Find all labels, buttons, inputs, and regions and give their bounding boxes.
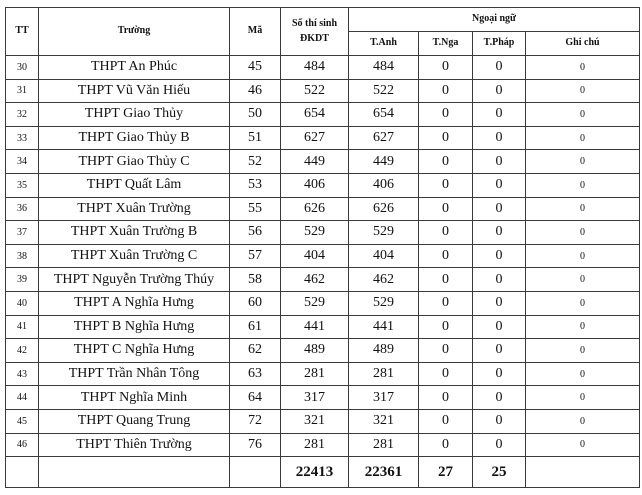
registered-count: 449 [281, 150, 349, 174]
registered-count: 529 [281, 291, 349, 315]
row-number: 35 [6, 173, 39, 197]
school-code: 58 [230, 268, 281, 292]
school-code: 60 [230, 291, 281, 315]
totals-school [39, 457, 230, 488]
header-foreign-language: Ngoại ngữ [349, 8, 640, 32]
french-count: 0 [473, 150, 526, 174]
school-name: THPT Giao Thủy C [39, 150, 230, 174]
english-count: 404 [349, 244, 419, 268]
french-count: 0 [473, 433, 526, 457]
header-code: Mã [230, 8, 281, 56]
english-count: 529 [349, 291, 419, 315]
header-registered-count [281, 8, 349, 56]
table-row [6, 150, 640, 174]
french-count: 0 [473, 244, 526, 268]
french-count: 0 [473, 362, 526, 386]
registered-count: 281 [281, 362, 349, 386]
russian-count: 0 [419, 409, 473, 433]
totals-tt [6, 457, 39, 488]
english-count: 441 [349, 315, 419, 339]
row-number: 32 [6, 103, 39, 127]
row-number: 42 [6, 339, 39, 363]
row-number: 43 [6, 362, 39, 386]
school-name: THPT B Nghĩa Hưng [39, 315, 230, 339]
note: 0 [526, 56, 640, 80]
total-english: 22361 [349, 457, 419, 488]
school-code: 72 [230, 409, 281, 433]
school-code: 45 [230, 56, 281, 80]
note: 0 [526, 362, 640, 386]
total-note [526, 457, 640, 488]
school-code: 55 [230, 197, 281, 221]
table-row [6, 197, 640, 221]
registered-count: 522 [281, 79, 349, 103]
registered-count: 489 [281, 339, 349, 363]
registered-count: 484 [281, 56, 349, 80]
header-registered-line1: Số thí sinh [291, 18, 338, 29]
note: 0 [526, 197, 640, 221]
english-count: 627 [349, 126, 419, 150]
school-code: 62 [230, 339, 281, 363]
french-count: 0 [473, 79, 526, 103]
school-name: THPT Xuân Trường [39, 197, 230, 221]
french-count: 0 [473, 268, 526, 292]
school-name: THPT A Nghĩa Hưng [39, 291, 230, 315]
school-code: 57 [230, 244, 281, 268]
school-name: THPT Quang Trung [39, 409, 230, 433]
table-row [6, 409, 640, 433]
table-row [6, 433, 640, 457]
registered-count: 321 [281, 409, 349, 433]
russian-count: 0 [419, 433, 473, 457]
exam-registration-table [5, 7, 640, 488]
registered-count: 627 [281, 126, 349, 150]
row-number: 37 [6, 221, 39, 245]
school-name: THPT Giao Thủy [39, 103, 230, 127]
school-code: 61 [230, 315, 281, 339]
school-name: THPT Vũ Văn Hiếu [39, 79, 230, 103]
note: 0 [526, 244, 640, 268]
header-russian: T.Nga [419, 32, 473, 56]
registered-count: 406 [281, 173, 349, 197]
school-name: THPT Nghĩa Minh [39, 386, 230, 410]
table-row [6, 291, 640, 315]
russian-count: 0 [419, 268, 473, 292]
russian-count: 0 [419, 79, 473, 103]
totals-row [6, 457, 640, 488]
french-count: 0 [473, 409, 526, 433]
english-count: 281 [349, 362, 419, 386]
registered-count: 441 [281, 315, 349, 339]
header-english: T.Anh [349, 32, 419, 56]
school-name: THPT Xuân Trường B [39, 221, 230, 245]
total-french: 25 [473, 457, 526, 488]
table-row [6, 315, 640, 339]
table-row [6, 339, 640, 363]
row-number: 33 [6, 126, 39, 150]
french-count: 0 [473, 221, 526, 245]
total-russian: 27 [419, 457, 473, 488]
russian-count: 0 [419, 197, 473, 221]
row-number: 39 [6, 268, 39, 292]
row-number: 34 [6, 150, 39, 174]
english-count: 626 [349, 197, 419, 221]
header-school: Trường [39, 8, 230, 56]
english-count: 449 [349, 150, 419, 174]
note: 0 [526, 173, 640, 197]
table-body [6, 56, 640, 457]
school-code: 51 [230, 126, 281, 150]
school-name: THPT An Phúc [39, 56, 230, 80]
english-count: 462 [349, 268, 419, 292]
french-count: 0 [473, 103, 526, 127]
registered-count: 626 [281, 197, 349, 221]
total-registered: 22413 [281, 457, 349, 488]
row-number: 38 [6, 244, 39, 268]
russian-count: 0 [419, 386, 473, 410]
english-count: 489 [349, 339, 419, 363]
row-number: 40 [6, 291, 39, 315]
registered-count: 529 [281, 221, 349, 245]
russian-count: 0 [419, 126, 473, 150]
school-code: 76 [230, 433, 281, 457]
school-code: 46 [230, 79, 281, 103]
note: 0 [526, 103, 640, 127]
russian-count: 0 [419, 244, 473, 268]
school-code: 56 [230, 221, 281, 245]
school-name: THPT Xuân Trường C [39, 244, 230, 268]
table-row [6, 173, 640, 197]
note: 0 [526, 386, 640, 410]
table-row [6, 268, 640, 292]
table-row [6, 244, 640, 268]
note: 0 [526, 79, 640, 103]
header-tt: TT [6, 8, 39, 56]
english-count: 529 [349, 221, 419, 245]
note: 0 [526, 315, 640, 339]
french-count: 0 [473, 315, 526, 339]
school-name: THPT C Nghĩa Hưng [39, 339, 230, 363]
note: 0 [526, 221, 640, 245]
row-number: 46 [6, 433, 39, 457]
russian-count: 0 [419, 339, 473, 363]
english-count: 654 [349, 103, 419, 127]
registered-count: 462 [281, 268, 349, 292]
french-count: 0 [473, 126, 526, 150]
french-count: 0 [473, 197, 526, 221]
registered-count: 404 [281, 244, 349, 268]
english-count: 522 [349, 79, 419, 103]
table-row [6, 386, 640, 410]
registered-count: 654 [281, 103, 349, 127]
note: 0 [526, 268, 640, 292]
school-code: 64 [230, 386, 281, 410]
school-name: THPT Thiên Trường [39, 433, 230, 457]
french-count: 0 [473, 339, 526, 363]
russian-count: 0 [419, 315, 473, 339]
table-row [6, 56, 640, 80]
school-name: THPT Nguyễn Trường Thúy [39, 268, 230, 292]
header-note: Ghi chú [526, 32, 640, 56]
english-count: 484 [349, 56, 419, 80]
school-code: 50 [230, 103, 281, 127]
english-count: 281 [349, 433, 419, 457]
table-row [6, 221, 640, 245]
school-name: THPT Giao Thủy B [39, 126, 230, 150]
russian-count: 0 [419, 173, 473, 197]
school-code: 53 [230, 173, 281, 197]
russian-count: 0 [419, 362, 473, 386]
french-count: 0 [473, 291, 526, 315]
table-row [6, 126, 640, 150]
russian-count: 0 [419, 56, 473, 80]
row-number: 44 [6, 386, 39, 410]
french-count: 0 [473, 173, 526, 197]
header-registered-line2: ĐKDT [300, 32, 329, 44]
school-code: 52 [230, 150, 281, 174]
english-count: 321 [349, 409, 419, 433]
russian-count: 0 [419, 291, 473, 315]
school-name: THPT Trần Nhân Tông [39, 362, 230, 386]
registered-count: 317 [281, 386, 349, 410]
note: 0 [526, 339, 640, 363]
row-number: 41 [6, 315, 39, 339]
row-number: 30 [6, 56, 39, 80]
french-count: 0 [473, 56, 526, 80]
english-count: 317 [349, 386, 419, 410]
russian-count: 0 [419, 150, 473, 174]
school-name: THPT Quất Lâm [39, 173, 230, 197]
russian-count: 0 [419, 103, 473, 127]
registered-count: 281 [281, 433, 349, 457]
row-number: 31 [6, 79, 39, 103]
note: 0 [526, 150, 640, 174]
english-count: 406 [349, 173, 419, 197]
row-number: 45 [6, 409, 39, 433]
table-row [6, 362, 640, 386]
note: 0 [526, 433, 640, 457]
table-row [6, 103, 640, 127]
header-french: T.Pháp [473, 32, 526, 56]
totals-code [230, 457, 281, 488]
note: 0 [526, 126, 640, 150]
note: 0 [526, 409, 640, 433]
row-number: 36 [6, 197, 39, 221]
russian-count: 0 [419, 221, 473, 245]
note: 0 [526, 291, 640, 315]
table-row [6, 79, 640, 103]
french-count: 0 [473, 386, 526, 410]
school-code: 63 [230, 362, 281, 386]
